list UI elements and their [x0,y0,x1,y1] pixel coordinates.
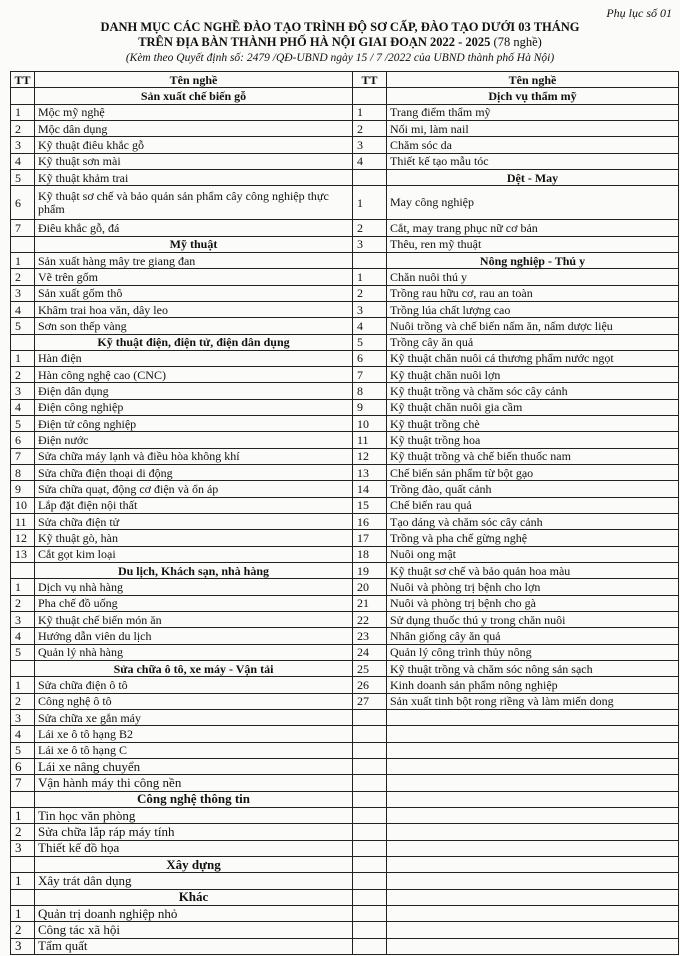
left-trade-name: Tin học văn phòng [35,808,353,824]
left-item-number: 1 [11,350,35,366]
left-item-number: 3 [11,137,35,153]
left-trade-name: Dịch vụ nhà hàng [35,579,353,595]
left-trade-name: Điện tử công nghiệp [35,416,353,432]
right-trade-name: Chế biến rau quả [387,497,679,513]
left-section-heading: Khác [35,889,353,905]
left-trade-name: Hàn điện [35,350,353,366]
right-empty-cell [387,889,679,905]
right-item-number: 3 [353,301,387,317]
table-row [11,775,679,791]
left-item-number: 1 [11,677,35,693]
right-trade-name: Sử dụng thuốc thú y trong chăn nuôi [387,612,679,628]
left-item-number: 1 [11,579,35,595]
left-item-number: 3 [11,710,35,726]
table-row [11,186,679,220]
table-row [11,857,679,873]
trade-list-body [11,72,679,955]
table-row [11,742,679,758]
left-item-number: 1 [11,873,35,889]
left-item-number: 7 [11,448,35,464]
left-trade-name: Khâm trai hoa văn, dây leo [35,301,353,317]
left-trade-name: Sửa chữa quạt, động cơ điện và ổn áp [35,481,353,497]
right-empty-cell [387,710,679,726]
table-row [11,579,679,595]
right-empty-cell [387,742,679,758]
right-item-number: 15 [353,497,387,513]
left-section-number-cell [11,334,35,350]
right-item-number: 2 [353,285,387,301]
left-trade-name: Lái xe ô tô hạng C [35,742,353,758]
left-trade-name: Điện công nghiệp [35,399,353,415]
left-trade-name: Sơn son thếp vàng [35,318,353,334]
document-title-text: TRÊN ĐỊA BÀN THÀNH PHỐ HÀ NỘI GIAI ĐOẠN 2022 - 2025 [138,35,491,49]
left-section-number-cell [11,857,35,873]
right-trade-name: Chế biến sản phẩm từ bột gạo [387,465,679,481]
right-trade-name: Kỹ thuật chăn nuôi gia cầm [387,399,679,415]
name-column-header-right: Tên nghề [387,72,679,88]
left-trade-name: Mộc dân dụng [35,120,353,136]
right-trade-name: Trồng cây ăn quả [387,334,679,350]
right-item-number: 8 [353,383,387,399]
table-row [11,873,679,889]
right-trade-name: Nuôi trồng và chế biến nấm ăn, nấm dược liệu [387,318,679,334]
right-empty-cell [353,824,387,840]
table-row [11,808,679,824]
left-item-number: 11 [11,514,35,530]
left-trade-name: Hướng dẫn viên du lịch [35,628,353,644]
left-trade-name: Sửa chữa máy lạnh và điều hòa không khí [35,448,353,464]
table-row [11,710,679,726]
right-item-number: 23 [353,628,387,644]
right-item-number: 20 [353,579,387,595]
right-item-number: 26 [353,677,387,693]
table-row [11,595,679,611]
tt-column-header-right: TT [353,72,387,88]
right-empty-cell [353,922,387,938]
left-trade-name: Công tác xã hội [35,922,353,938]
left-trade-name: Lái xe ô tô hạng B2 [35,726,353,742]
right-item-number: 1 [353,269,387,285]
right-trade-name: Nuôi và phòng trị bệnh cho gà [387,595,679,611]
left-item-number: 5 [11,318,35,334]
table-row [11,905,679,921]
right-trade-name: May công nghiệp [387,186,679,220]
right-item-number: 24 [353,644,387,660]
right-trade-name: Nhân giống cây ăn quả [387,628,679,644]
left-trade-name: Sửa chữa xe gắn máy [35,710,353,726]
right-trade-name: Sản xuất tinh bột rong riềng và làm miến dong [387,693,679,709]
right-empty-cell [353,791,387,807]
table-row [11,465,679,481]
right-trade-name: Kỹ thuật trồng và chế biến thuốc nam [387,448,679,464]
right-trade-name: Thêu, ren mỹ thuật [387,236,679,252]
left-trade-name: Kỹ thuật chế biến món ăn [35,612,353,628]
left-trade-name: Pha chế đồ uống [35,595,353,611]
left-trade-name: Kỹ thuật điêu khắc gỗ [35,137,353,153]
right-empty-cell [387,775,679,791]
tt-column-header: TT [11,72,35,88]
left-trade-name: Sửa chữa điện thoại di động [35,465,353,481]
left-section-heading: Sửa chữa ô tô, xe máy - Vận tải [35,661,353,677]
left-section-heading: Xây dựng [35,857,353,873]
left-item-number: 2 [11,120,35,136]
left-trade-name: Sửa chữa điện tử [35,514,353,530]
left-item-number: 13 [11,546,35,562]
table-row [11,644,679,660]
right-item-number: 22 [353,612,387,628]
left-item-number: 4 [11,301,35,317]
trade-count-note: (78 nghề) [493,35,542,49]
right-item-number: 14 [353,481,387,497]
left-section-number-cell [11,563,35,579]
right-item-number: 13 [353,465,387,481]
left-trade-name: Kỹ thuật khảm trai [35,169,353,185]
left-item-number: 8 [11,465,35,481]
left-trade-name: Quản lý nhà hàng [35,644,353,660]
left-trade-name: Mộc mỹ nghệ [35,104,353,120]
left-trade-name: Kỹ thuật sơn mài [35,153,353,169]
right-trade-name: Kỹ thuật sơ chế và bảo quản hoa màu [387,563,679,579]
left-item-number: 4 [11,153,35,169]
table-row [11,220,679,236]
right-trade-name: Kỹ thuật trồng và chăm sóc nông sản sạch [387,661,679,677]
right-trade-name: Nuôi và phòng trị bệnh cho lợn [387,579,679,595]
left-item-number: 2 [11,693,35,709]
right-empty-cell [353,742,387,758]
right-trade-name: Trồng rau hữu cơ, rau an toàn [387,285,679,301]
right-empty-cell [353,938,387,954]
left-trade-name: Tẩm quất [35,938,353,954]
left-item-number: 3 [11,285,35,301]
left-section-heading: Công nghệ thông tin [35,791,353,807]
table-row [11,481,679,497]
right-trade-name: Nuôi ong mật [387,546,679,562]
left-item-number: 4 [11,726,35,742]
table-row [11,889,679,905]
decision-reference: (Kèm theo Quyết định số: 2479 /QĐ-UBND ngày 15 / 7 /2022 của UBND thành phố Hà Nội) [125,52,555,64]
right-trade-name: Trồng lúa chất lượng cao [387,301,679,317]
right-item-number: 27 [353,693,387,709]
right-trade-name: Trồng và pha chế gừng nghệ [387,530,679,546]
left-item-number: 3 [11,383,35,399]
table-row [11,301,679,317]
left-item-number: 3 [11,938,35,954]
right-section-number-cell [353,252,387,268]
table-row [11,661,679,677]
right-item-number: 9 [353,399,387,415]
right-item-number: 3 [353,236,387,252]
left-section-heading: Mỹ thuật [35,236,353,252]
right-empty-cell [387,840,679,856]
left-trade-name: Vẽ trên gốm [35,269,353,285]
left-section-number-cell [11,661,35,677]
right-empty-cell [387,938,679,954]
table-row [11,153,679,169]
right-empty-cell [387,808,679,824]
right-section-heading: Dịch vụ thẩm mỹ [387,88,679,104]
right-section-heading: Dệt - May [387,169,679,185]
table-row [11,693,679,709]
left-section-heading: Kỹ thuật điện, điện tử, điện dân dụng [35,334,353,350]
table-row [11,922,679,938]
right-empty-cell [387,922,679,938]
table-row [11,334,679,350]
left-item-number: 4 [11,399,35,415]
left-trade-name: Kỹ thuật sơ chế và bảo quản sản phẩm cây công nghiệp thực phẩm [35,186,353,220]
right-empty-cell [353,775,387,791]
right-item-number: 3 [353,137,387,153]
left-item-number: 3 [11,612,35,628]
right-empty-cell [353,857,387,873]
table-row [11,169,679,185]
left-item-number: 6 [11,432,35,448]
right-item-number: 10 [353,416,387,432]
right-empty-cell [353,710,387,726]
table-row [11,840,679,856]
left-item-number: 2 [11,595,35,611]
left-item-number: 1 [11,252,35,268]
left-item-number: 12 [11,530,35,546]
right-trade-name: Thiết kế tạo mẫu tóc [387,153,679,169]
right-trade-name: Nối mi, làm nail [387,120,679,136]
table-row [11,252,679,268]
left-trade-name: Vận hành máy thi công nền [35,775,353,791]
left-trade-name: Cắt gọt kim loại [35,546,353,562]
right-trade-name: Kỹ thuật chăn nuôi cá thương phẩm nước ngọt [387,350,679,366]
right-empty-cell [387,857,679,873]
left-trade-name: Điện nước [35,432,353,448]
right-empty-cell [353,840,387,856]
right-item-number: 1 [353,104,387,120]
left-item-number: 7 [11,220,35,236]
left-section-number-cell [11,889,35,905]
left-trade-name: Thiết kế đồ họa [35,840,353,856]
right-empty-cell [387,726,679,742]
left-section-heading: Sản xuất chế biến gỗ [35,88,353,104]
table-row [11,399,679,415]
right-empty-cell [353,873,387,889]
right-item-number: 7 [353,367,387,383]
right-item-number: 4 [353,153,387,169]
table-row [11,677,679,693]
right-item-number: 18 [353,546,387,562]
right-section-number-cell [353,88,387,104]
left-trade-name: Điện dân dụng [35,383,353,399]
table-row [11,120,679,136]
table-row [11,367,679,383]
table-row [11,514,679,530]
right-item-number: 12 [353,448,387,464]
right-empty-cell [353,726,387,742]
right-empty-cell [353,759,387,775]
table-row [11,269,679,285]
right-trade-name: Chăm sóc da [387,137,679,153]
document-title-line-2 [0,35,680,50]
appendix-label: Phụ lục số 01 [606,6,672,20]
right-item-number: 16 [353,514,387,530]
left-section-number-cell [11,88,35,104]
left-section-number-cell [11,791,35,807]
right-trade-name: Kinh doanh sản phẩm nông nghiệp [387,677,679,693]
table-row [11,383,679,399]
header-row [11,72,679,88]
right-empty-cell [353,889,387,905]
right-trade-name: Chăn nuôi thú y [387,269,679,285]
left-item-number: 1 [11,905,35,921]
left-trade-name: Sản xuất hàng mây tre giang đan [35,252,353,268]
left-item-number: 5 [11,169,35,185]
table-row [11,530,679,546]
right-section-heading: Nông nghiệp - Thú y [387,252,679,268]
left-item-number: 6 [11,186,35,220]
left-item-number: 2 [11,922,35,938]
left-trade-name: Quản trị doanh nghiệp nhỏ [35,905,353,921]
left-item-number: 5 [11,644,35,660]
left-item-number: 2 [11,824,35,840]
left-trade-name: Sửa chữa điện ô tô [35,677,353,693]
table-row [11,350,679,366]
left-trade-name: Công nghệ ô tô [35,693,353,709]
right-empty-cell [387,873,679,889]
right-item-number: 11 [353,432,387,448]
right-trade-name: Kỹ thuật chăn nuôi lợn [387,367,679,383]
table-row [11,416,679,432]
left-item-number: 3 [11,840,35,856]
right-trade-name: Kỹ thuật trồng hoa [387,432,679,448]
right-empty-cell [387,759,679,775]
right-trade-name: Tạo dáng và chăm sóc cây cảnh [387,514,679,530]
right-item-number: 2 [353,120,387,136]
table-row [11,546,679,562]
left-trade-name: Lái xe nâng chuyển [35,759,353,775]
right-item-number: 21 [353,595,387,611]
left-item-number: 5 [11,416,35,432]
left-trade-name: Xây trát dân dụng [35,873,353,889]
right-empty-cell [353,808,387,824]
left-item-number: 9 [11,481,35,497]
table-row [11,612,679,628]
table-row [11,726,679,742]
left-item-number: 10 [11,497,35,513]
left-trade-name: Sản xuất gốm thô [35,285,353,301]
right-item-number: 2 [353,220,387,236]
table-row [11,628,679,644]
right-trade-name: Kỹ thuật trồng và chăm sóc cây cảnh [387,383,679,399]
right-trade-name: Trang điểm thẩm mỹ [387,104,679,120]
left-item-number: 1 [11,104,35,120]
right-item-number: 5 [353,334,387,350]
left-section-heading: Du lịch, Khách sạn, nhà hàng [35,563,353,579]
left-section-number-cell [11,236,35,252]
left-trade-name: Lắp đặt điện nội thất [35,497,353,513]
table-row [11,88,679,104]
right-empty-cell [387,791,679,807]
table-row [11,432,679,448]
right-section-number-cell [353,169,387,185]
left-item-number: 2 [11,269,35,285]
table-row [11,137,679,153]
left-item-number: 4 [11,628,35,644]
left-trade-name: Sửa chữa lắp ráp máy tính [35,824,353,840]
table-row [11,285,679,301]
left-item-number: 6 [11,759,35,775]
left-trade-name: Điêu khắc gỗ, đá [35,220,353,236]
table-row [11,318,679,334]
right-item-number: 25 [353,661,387,677]
right-empty-cell [353,905,387,921]
right-trade-name: Cắt, may trang phục nữ cơ bản [387,220,679,236]
right-item-number: 6 [353,350,387,366]
right-trade-name: Kỹ thuật trồng chè [387,416,679,432]
right-item-number: 1 [353,186,387,220]
table-row [11,824,679,840]
left-item-number: 7 [11,775,35,791]
table-row [11,448,679,464]
table-row [11,759,679,775]
right-empty-cell [387,824,679,840]
table-row [11,236,679,252]
left-item-number: 1 [11,808,35,824]
left-trade-name: Hàn công nghệ cao (CNC) [35,367,353,383]
table-row [11,563,679,579]
name-column-header: Tên nghề [35,72,353,88]
right-empty-cell [387,905,679,921]
right-item-number: 4 [353,318,387,334]
left-trade-name: Kỹ thuật gò, hàn [35,530,353,546]
table-row [11,104,679,120]
table-row [11,497,679,513]
left-item-number: 5 [11,742,35,758]
right-item-number: 17 [353,530,387,546]
trade-list-table [10,71,679,955]
right-item-number: 19 [353,563,387,579]
right-trade-name: Quản lý công trình thủy nông [387,644,679,660]
right-trade-name: Trồng đào, quất cảnh [387,481,679,497]
table-row [11,791,679,807]
table-row [11,938,679,954]
left-item-number: 2 [11,367,35,383]
document-title-line-1: DANH MỤC CÁC NGHỀ ĐÀO TẠO TRÌNH ĐỘ SƠ CẤP, ĐÀO TẠO DƯỚI 03 THÁNG [100,20,580,34]
